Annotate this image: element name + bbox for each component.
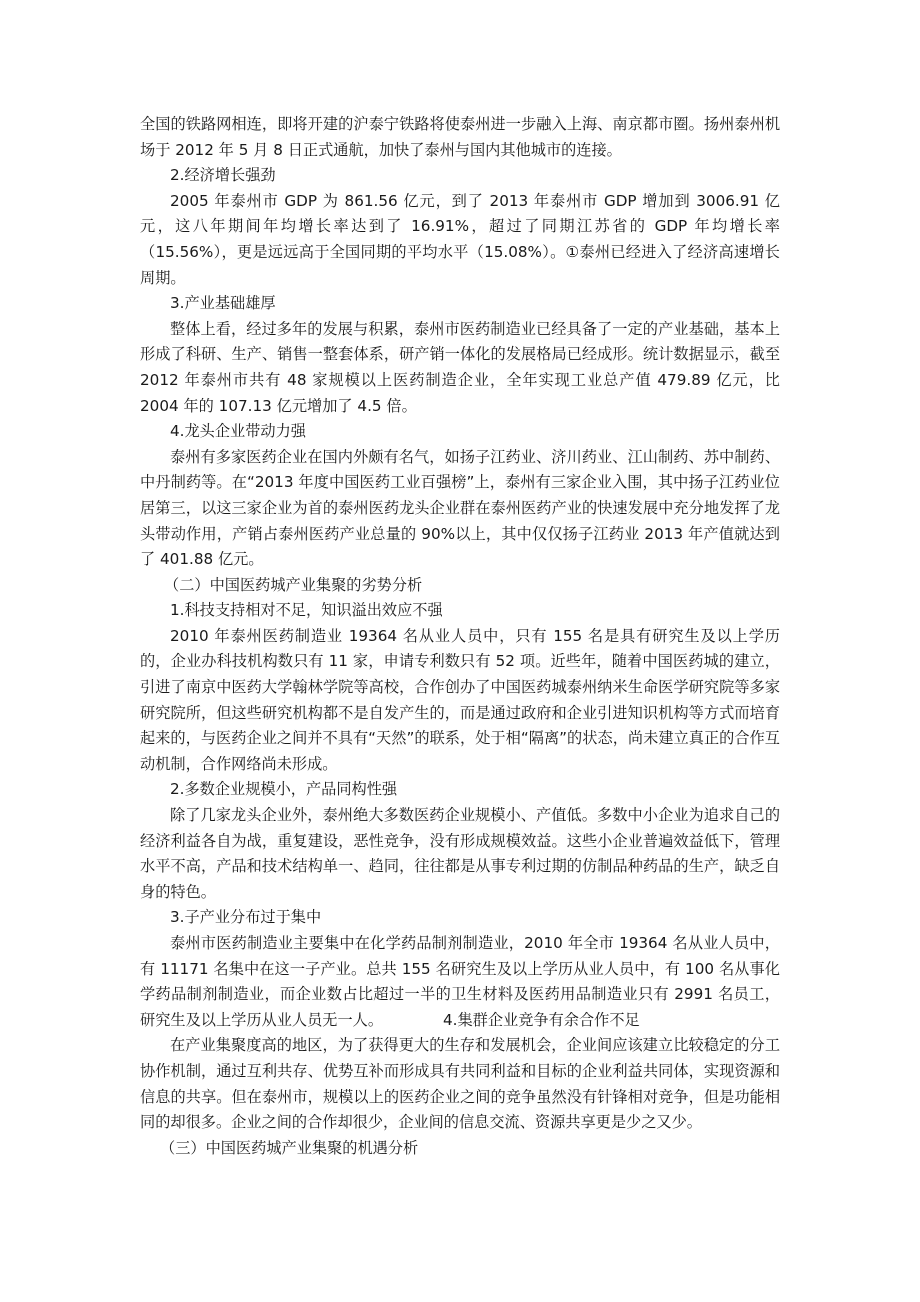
paragraph-leading-enterprises: 泰州有多家医药企业在国内外颇有名气，如扬子江药业、济川药业、江山制药、苏中制药、中丹制药等。在“2013 年度中国医药工业百强榜”上，泰州有三家企业入围，其中扬子江药业位居第三，以这三家企业为首的泰州医药龙头企业群在泰州医药产业的快速发展中充分地发挥了龙头带动作用，产销占泰州医药产业总量的 90%以上，其中仅仅扬子江药业 2013 年产值就达到了 401.88 亿元。 <box>140 447 780 569</box>
paragraph-weakness-subindustry-text: 泰州市医药制造业主要集中在化学药品制剂制造业，2010 年全市 19364 名从业人员中，有 11171 名集中在这一子产业。总共 155 名研究生及以上学历从业人员中，有 100 名从事化学药品制剂制造业，而企业数占比超过一半的卫生材料及医药用品制造业只有 2991 名员工，研究生及以上学历从业人员无一人。 <box>140 934 780 1029</box>
paragraph-intro: 全国的铁路网相连，即将开建的沪泰宁铁路将使泰州进一步融入上海、南京都市圈。扬州泰州机场于 2012 年 5 月 8 日正式通航，加快了泰州与国内其他城市的连接。 <box>140 115 780 159</box>
heading-industry-base: 3.产业基础雄厚 <box>170 294 276 313</box>
paragraph-economic-growth: 2005 年泰州市 GDP 为 861.56 亿元，到了 2013 年泰州市 GDP 增加到 3006.91 亿元，这八年期间年均增长率达到了 16.91%，超过了同期江苏省的 GDP 年均增长率（15.56%），更是远远高于全国同期的平均水平（15.08%）。①泰州已经进入了经济高速增长周期。 <box>140 191 780 287</box>
section-heading-weakness: （二）中国医药城产业集聚的劣势分析 <box>164 575 423 594</box>
paragraph-weakness-tech: 2010 年泰州医药制造业 19364 名从业人员中，只有 155 名是具有研究生及以上学历的，企业办科技机构数只有 11 家，申请专利数只有 52 项。近些年，随着中国医药城的建立，引进了南京中医药大学翰林学院等高校，合作创办了中国医药城泰州纳米生命医学研究院等多家研究院所，但这些研究机构都不是自发产生的，而是通过政府和企业引进知识机构等方式而培育起来的，与医药企业之间并不具有“天然”的联系，处于相“隔离”的状态，尚未建立真正的合作互动机制，合作网络尚未形成。 <box>140 626 780 773</box>
paragraph-weakness-cooperation: 在产业集聚度高的地区，为了获得更大的生存和发展机会，企业间应该建立比较稳定的分工协作机制，通过互利共存、优势互补而形成具有共同利益和目标的企业利益共同体，实现资源和信息的共享。但在泰州市，规模以上的医药企业之间的竞争虽然没有针锋相对竞争，但是功能相同的却很多。企业之间的合作却很少，企业间的信息交流、资源共享更是少之又少。 <box>140 1036 780 1132</box>
heading-weakness-scale: 2.多数企业规模小，产品同构性强 <box>170 780 398 799</box>
heading-leading-enterprises: 4.龙头企业带动力强 <box>170 422 306 441</box>
paragraph-weakness-scale: 除了几家龙头企业外，泰州绝大多数医药企业规模小、产值低。多数中小企业为追求自己的经济利益各自为战，重复建设，恶性竞争，没有形成规模效益。这些小企业普遍效益低下，管理水平不高，产品和技术结构单一、趋同，往往都是从事专利过期的仿制品种药品的生产，缺乏自身的特色。 <box>140 806 780 901</box>
paragraph-weakness-subindustry <box>140 931 780 1033</box>
heading-weakness-cooperation: 4.集群企业竞争有余合作不足 <box>443 1010 640 1029</box>
heading-economic-growth: 2.经济增长强劲 <box>170 166 276 185</box>
document-body <box>140 112 780 1161</box>
heading-weakness-subindustry: 3.子产业分布过于集中 <box>170 908 322 927</box>
heading-weakness-tech: 1.科技支持相对不足，知识溢出效应不强 <box>170 601 443 620</box>
section-heading-opportunity: （三）中国医药城产业集聚的机遇分析 <box>160 1138 419 1157</box>
paragraph-industry-base: 整体上看，经过多年的发展与积累，泰州市医药制造业已经具备了一定的产业基础，基本上形成了科研、生产、销售一整套体系，研产销一体化的发展格局已经成形。统计数据显示，截至 2012 年泰州市共有 48 家规模以上医药制造企业，全年实现工业总产值 479.89 亿元，比 2004 年的 107.13 亿元增加了 4.5 倍。 <box>140 319 780 415</box>
